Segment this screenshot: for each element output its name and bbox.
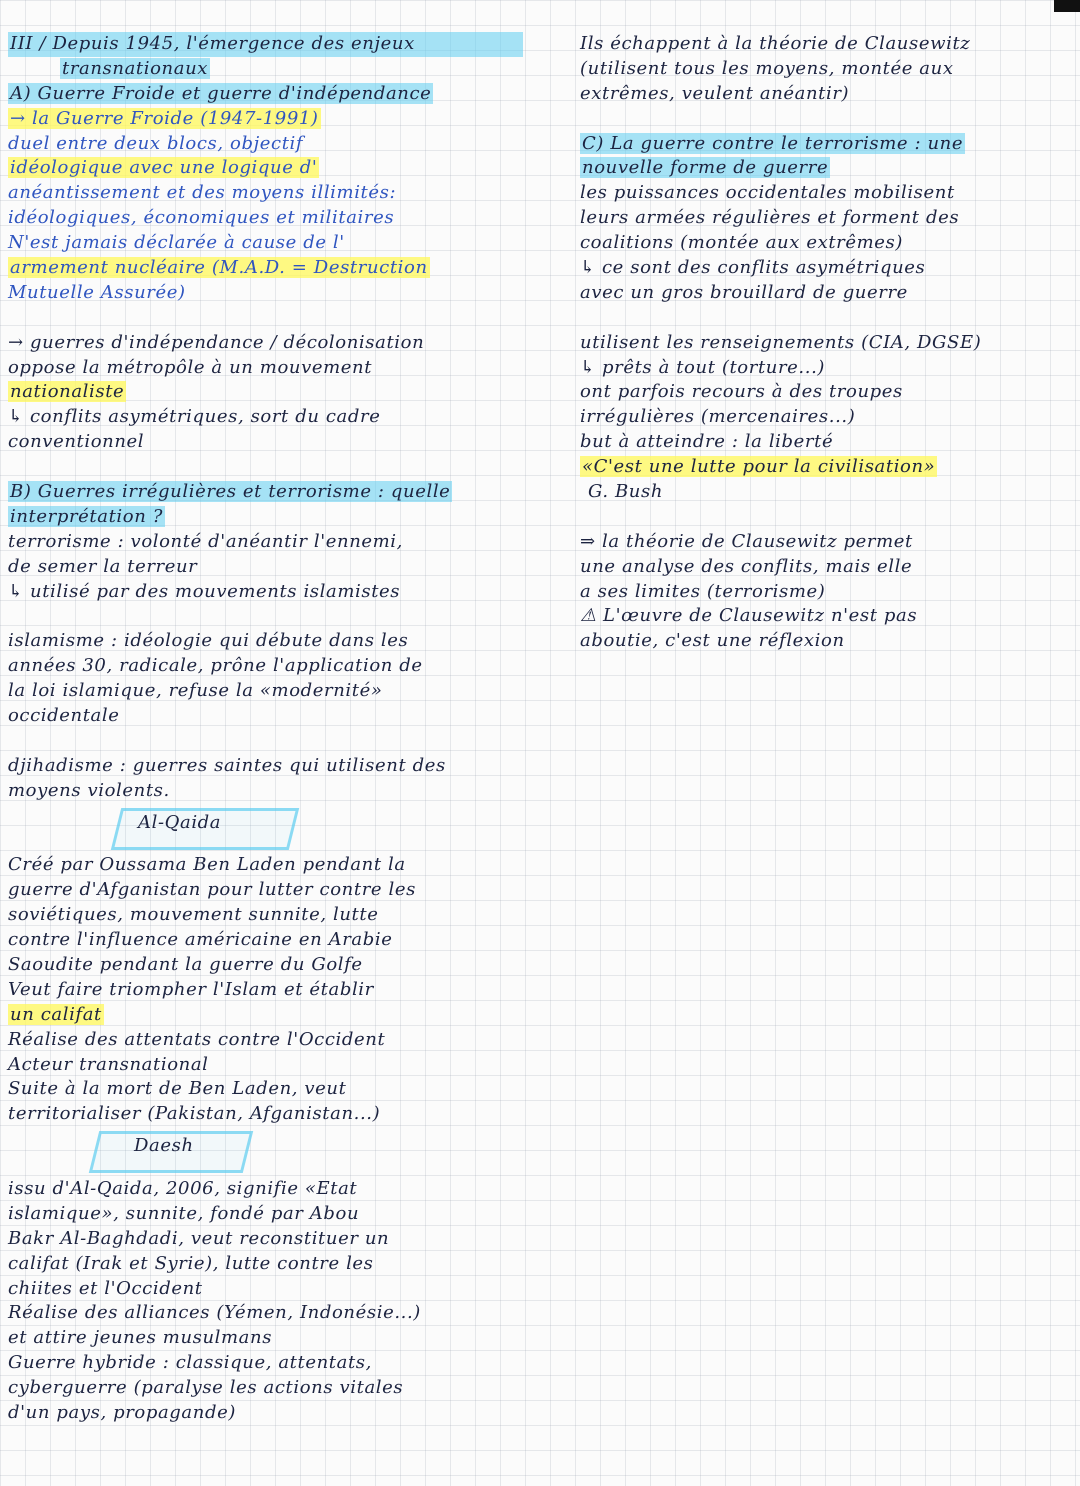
daesh-line: et attire jeunes musulmans <box>8 1327 273 1349</box>
note-line: irrégulières (mercenaires...) <box>580 406 856 428</box>
note-line: ↳ conflits asymétriques, sort du cadre <box>8 406 381 428</box>
quote-author: G. Bush <box>588 481 664 503</box>
alqaida-line: un califat <box>10 1003 102 1025</box>
clausewitz-line: (utilisent tous les moyens, montée aux <box>580 57 954 79</box>
independence-heading: → guerres d'indépendance / décolonisation <box>8 331 425 353</box>
alqaida-box <box>8 804 523 854</box>
alqaida-title: Al-Qaida <box>138 811 222 833</box>
note-line: utilisent les renseignements (CIA, DGSE) <box>580 331 982 353</box>
section-title: III / Depuis 1945, l'émergence des enjeux <box>8 32 523 57</box>
note-line: duel entre deux blocs, objectif <box>8 132 304 154</box>
note-line: les puissances occidentales mobilisent <box>580 182 955 204</box>
clausewitz-line: extrêmes, veulent anéantir) <box>580 82 850 104</box>
daesh-line: d'un pays, propagande) <box>8 1402 236 1424</box>
daesh-title: Daesh <box>134 1135 194 1157</box>
bush-quote: «C'est une lutte pour la civilisation» <box>582 456 936 478</box>
daesh-box <box>8 1127 523 1177</box>
note-line: Mutuelle Assurée) <box>8 281 186 303</box>
daesh-line: Guerre hybride : classique, attentats, <box>8 1352 372 1374</box>
note-line: leurs armées régulières et forment des <box>580 207 960 229</box>
right-column <box>580 32 1060 654</box>
note-line: ↳ ce sont des conflits asymétriques <box>580 257 926 279</box>
note-line: oppose la métropôle à un mouvement <box>8 356 373 378</box>
note-line: idéologique avec une logique d' <box>10 157 318 179</box>
note-line: nationaliste <box>10 381 125 403</box>
subsection-a-title: A) Guerre Froide et guerre d'indépendance <box>10 82 432 104</box>
clausewitz-line: Ils échappent à la théorie de Clausewitz <box>580 33 971 54</box>
daesh-line: chiites et l'Occident <box>8 1277 203 1299</box>
alqaida-line: soviétiques, mouvement sunnite, lutte <box>8 904 379 926</box>
alqaida-line: Réalise des attentats contre l'Occident <box>8 1028 386 1050</box>
daesh-line: islamique», sunnite, fondé par Abou <box>8 1202 360 1224</box>
alqaida-line: Créé par Oussama Ben Laden pendant la <box>8 854 406 876</box>
daesh-line: califat (Irak et Syrie), lutte contre les <box>8 1252 374 1274</box>
note-line: ↳ utilisé par des mouvements islamistes <box>8 580 401 602</box>
alqaida-line: territorialiser (Pakistan, Afganistan...) <box>8 1103 381 1125</box>
djihadism-definition: djihadisme : guerres saintes qui utilisent des <box>8 754 446 776</box>
note-line: occidentale <box>8 705 120 727</box>
subsection-b-title: B) Guerres irrégulières et terrorisme : quelle <box>10 481 451 503</box>
note-line: conventionnel <box>8 431 145 453</box>
note-line: avec un gros brouillard de guerre <box>580 281 908 303</box>
conclusion-line: une analyse des conflits, mais elle <box>580 555 913 577</box>
conclusion-line: a ses limites (terrorisme) <box>580 580 826 602</box>
warning-line: aboutie, c'est une réflexion <box>580 630 845 652</box>
daesh-line: Réalise des alliances (Yémen, Indonésie...) <box>8 1302 421 1324</box>
left-column <box>8 32 523 1426</box>
note-line: anéantissement et des moyens illimités: <box>8 182 397 204</box>
islamism-definition: islamisme : idéologie qui débute dans les <box>8 630 409 652</box>
subsection-b-title-cont: interprétation ? <box>10 505 163 527</box>
note-line: N'est jamais déclarée à cause de l' <box>8 232 345 254</box>
note-line: idéologiques, économiques et militaires <box>8 207 395 229</box>
cold-war-heading: → la Guerre Froide (1947-1991) <box>10 107 319 129</box>
daesh-line: issu d'Al-Qaida, 2006, signifie «Etat <box>8 1178 358 1199</box>
alqaida-line: Saoudite pendant la guerre du Golfe <box>8 953 363 975</box>
note-line: de semer la terreur <box>8 555 198 577</box>
terrorism-definition: terrorisme : volonté d'anéantir l'ennemi, <box>8 530 403 552</box>
note-line: coalitions (montée aux extrêmes) <box>580 232 903 254</box>
alqaida-line: Suite à la mort de Ben Laden, veut <box>8 1078 347 1100</box>
conclusion-line: ⇒ la théorie de Clausewitz permet <box>580 530 913 552</box>
warning-line: ⚠ L'œuvre de Clausewitz n'est pas <box>580 605 918 627</box>
note-line: but à atteindre : la liberté <box>580 431 834 453</box>
alqaida-line: Veut faire triompher l'Islam et établir <box>8 978 374 1000</box>
note-line: ont parfois recours à des troupes <box>580 381 903 403</box>
note-line: moyens violents. <box>8 779 170 801</box>
daesh-line: cyberguerre (paralyse les actions vitales <box>8 1377 404 1399</box>
note-line: armement nucléaire (M.A.D. = Destruction <box>10 257 428 279</box>
scan-edge-mark <box>1054 0 1080 12</box>
subsection-c-title: C) La guerre contre le terrorisme : une <box>582 132 964 154</box>
note-line: la loi islamique, refuse la «modernité» <box>8 680 383 702</box>
alqaida-line: guerre d'Afganistan pour lutter contre les <box>8 879 416 901</box>
note-line: ↳ prêts à tout (torture...) <box>580 356 826 378</box>
note-line: années 30, radicale, prône l'application de <box>8 655 423 677</box>
alqaida-line: Acteur transnational <box>8 1053 209 1075</box>
daesh-line: Bakr Al-Baghdadi, veut reconstituer un <box>8 1227 390 1249</box>
subsection-c-title-cont: nouvelle forme de guerre <box>582 157 829 179</box>
section-title-cont: transnationaux <box>62 57 209 79</box>
alqaida-line: contre l'influence américaine en Arabie <box>8 929 393 951</box>
